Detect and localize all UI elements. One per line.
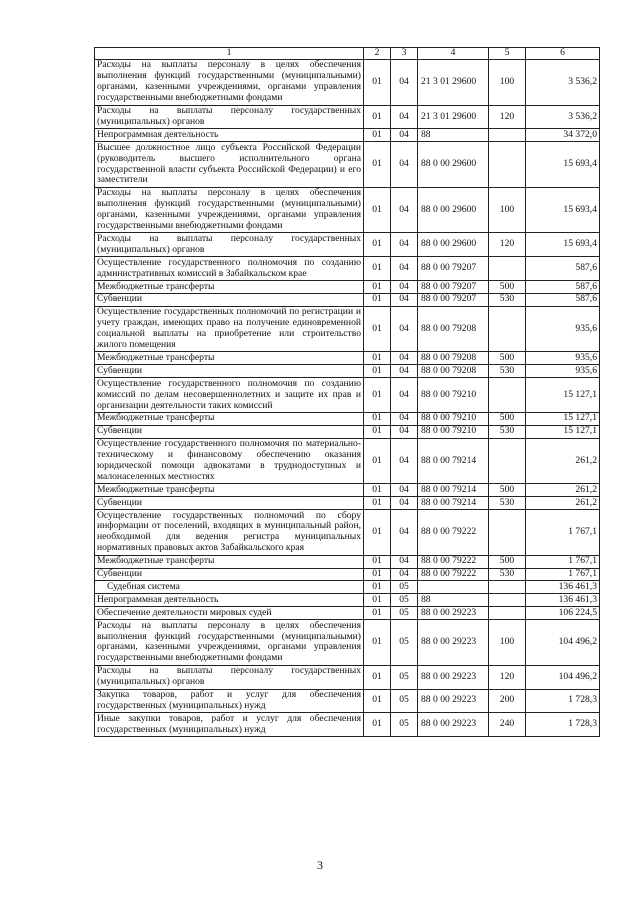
row-target-article: 88 0 00 79208 [418,352,489,365]
row-subsection: 04 [391,568,418,581]
row-section: 01 [364,281,391,294]
row-section: 01 [364,594,391,607]
row-amount: 587,6 [526,293,600,306]
row-amount: 1 767,1 [526,568,600,581]
row-subsection: 04 [391,484,418,497]
row-amount: 261,2 [526,497,600,510]
row-description: Субвенции [95,365,364,378]
row-amount: 15 127,1 [526,378,600,413]
row-section: 01 [364,233,391,257]
table-row [95,620,600,666]
row-target-article: 88 0 00 29223 [418,665,489,689]
row-section: 01 [364,555,391,568]
row-subsection: 04 [391,60,418,106]
row-amount: 34 372,0 [526,129,600,142]
table-row [95,510,600,556]
row-amount: 104 496,2 [526,665,600,689]
row-amount: 261,2 [526,438,600,484]
row-description: Субвенции [95,497,364,510]
row-target-article: 21 3 01 29600 [418,60,489,106]
table-row [95,293,600,306]
table-row [95,281,600,294]
row-expense-type: 100 [489,187,526,233]
row-amount: 15 693,4 [526,142,600,188]
row-subsection: 05 [391,620,418,666]
row-subsection: 04 [391,233,418,257]
table-row [95,233,600,257]
row-section: 01 [364,365,391,378]
row-amount: 15 127,1 [526,425,600,438]
row-description: Высшее должностное лицо субъекта Российской Федерации (руководитель высшего исполнительного органа государственной власти субъекта Российской Федерации) и его заместители [95,142,364,188]
row-amount: 136 461,3 [526,581,600,594]
row-expense-type: 530 [489,568,526,581]
table-row [95,257,600,281]
row-section: 01 [364,306,391,352]
row-description: Осуществление государственных полномочий по регистрации и учету граждан, имеющих право на получение единовременной социальной выплаты на приобретение или строительство жилого помещения [95,306,364,352]
row-subsection: 04 [391,281,418,294]
table-row [95,306,600,352]
row-target-article: 88 0 00 29223 [418,620,489,666]
row-section: 01 [364,665,391,689]
row-subsection: 04 [391,352,418,365]
row-section: 01 [364,129,391,142]
table-header-row [95,48,600,60]
row-section: 01 [364,142,391,188]
row-expense-type: 530 [489,497,526,510]
row-target-article: 88 0 00 79208 [418,365,489,378]
row-target-article: 88 0 00 29223 [418,689,489,713]
header-col-2: 2 [364,48,391,60]
row-section: 01 [364,568,391,581]
row-target-article: 88 0 00 29223 [418,607,489,620]
row-section: 01 [364,352,391,365]
row-subsection: 04 [391,425,418,438]
table-row [95,581,600,594]
row-expense-type [489,607,526,620]
row-target-article: 88 0 00 79207 [418,281,489,294]
row-description: Межбюджетные трансферты [95,281,364,294]
row-target-article: 88 0 00 29600 [418,233,489,257]
row-description: Непрограммная деятельность [95,129,364,142]
row-amount: 587,6 [526,257,600,281]
row-description: Межбюджетные трансферты [95,555,364,568]
row-description: Субвенции [95,568,364,581]
row-amount: 136 461,3 [526,594,600,607]
row-subsection: 05 [391,607,418,620]
row-description: Межбюджетные трансферты [95,484,364,497]
row-description: Межбюджетные трансферты [95,412,364,425]
row-target-article: 88 0 00 29600 [418,187,489,233]
table-row [95,568,600,581]
row-expense-type: 120 [489,105,526,129]
table-row [95,594,600,607]
row-amount: 587,6 [526,281,600,294]
row-description: Расходы на выплаты персоналу в целях обеспечения выполнения функций государственными (муниципальными) органами, казенными учреждениями, органами управления государственными внебюджетными фондами [95,60,364,106]
row-target-article: 88 [418,594,489,607]
row-target-article [418,581,489,594]
row-section: 01 [364,484,391,497]
row-subsection: 04 [391,438,418,484]
header-col-3: 3 [391,48,418,60]
row-section: 01 [364,620,391,666]
row-expense-type: 120 [489,665,526,689]
row-amount: 104 496,2 [526,620,600,666]
row-expense-type: 500 [489,555,526,568]
table-row [95,142,600,188]
row-expense-type: 530 [489,293,526,306]
row-expense-type [489,142,526,188]
budget-table [94,47,600,737]
row-expense-type: 530 [489,425,526,438]
table-row [95,378,600,413]
row-expense-type: 530 [489,365,526,378]
row-section: 01 [364,105,391,129]
row-description: Обеспечение деятельности мировых судей [95,607,364,620]
row-description: Расходы на выплаты персоналу в целях обеспечения выполнения функций государственными (муниципальными) органами, казенными учреждениями, органами управления государственными внебюджетными фондами [95,187,364,233]
header-col-1: 1 [95,48,364,60]
row-subsection: 05 [391,665,418,689]
row-subsection: 04 [391,142,418,188]
row-section: 01 [364,713,391,737]
row-subsection: 04 [391,306,418,352]
row-subsection: 04 [391,365,418,378]
row-description: Субвенции [95,425,364,438]
row-expense-type [489,306,526,352]
row-expense-type: 100 [489,60,526,106]
header-col-5: 5 [489,48,526,60]
row-subsection: 04 [391,129,418,142]
row-amount: 261,2 [526,484,600,497]
table-row [95,412,600,425]
row-subsection: 04 [391,510,418,556]
row-target-article: 88 0 00 79222 [418,555,489,568]
budget-table-body [95,48,600,737]
row-expense-type [489,378,526,413]
row-description: Расходы на выплаты персоналу в целях обеспечения выполнения функций государственными (муниципальными) органами, казенными учреждениями, органами управления государственными внебюджетными фондами [95,620,364,666]
row-section: 01 [364,293,391,306]
row-section: 01 [364,60,391,106]
row-section: 01 [364,378,391,413]
row-target-article: 88 0 00 79210 [418,378,489,413]
row-subsection: 04 [391,187,418,233]
table-row [95,425,600,438]
row-amount: 935,6 [526,352,600,365]
row-expense-type: 240 [489,713,526,737]
row-section: 01 [364,607,391,620]
row-expense-type: 500 [489,281,526,294]
row-subsection: 04 [391,497,418,510]
table-row [95,105,600,129]
table-row [95,497,600,510]
row-target-article: 88 0 00 79210 [418,412,489,425]
row-subsection: 04 [391,378,418,413]
row-target-article: 88 0 00 29223 [418,713,489,737]
row-subsection: 05 [391,594,418,607]
row-subsection: 05 [391,581,418,594]
page-number: 3 [317,858,323,872]
row-expense-type [489,257,526,281]
row-amount: 15 693,4 [526,233,600,257]
row-description: Закупка товаров, работ и услуг для обеспечения государственных (муниципальных) нужд [95,689,364,713]
row-amount: 1 728,3 [526,713,600,737]
row-description: Иные закупки товаров, работ и услуг для обеспечения государственных (муниципальных) нужд [95,713,364,737]
row-expense-type: 500 [489,484,526,497]
row-description: Осуществление государственного полномочия по материально-техническому и финансовому обеспечению оказания юридической помощи адвокатами в труднодоступных и малонаселенных местностях [95,438,364,484]
row-section: 01 [364,689,391,713]
row-target-article: 88 0 00 79208 [418,306,489,352]
row-expense-type [489,510,526,556]
row-description: Расходы на выплаты персоналу государственных (муниципальных) органов [95,665,364,689]
table-row [95,607,600,620]
row-target-article: 88 0 00 79214 [418,484,489,497]
row-subsection: 04 [391,257,418,281]
row-expense-type: 500 [489,352,526,365]
row-subsection: 04 [391,293,418,306]
row-target-article: 21 3 01 29600 [418,105,489,129]
table-row [95,484,600,497]
row-target-article: 88 0 00 79207 [418,293,489,306]
row-amount: 3 536,2 [526,105,600,129]
row-target-article: 88 [418,129,489,142]
row-expense-type: 200 [489,689,526,713]
table-row [95,555,600,568]
row-subsection: 05 [391,689,418,713]
row-amount: 15 693,4 [526,187,600,233]
row-amount: 3 536,2 [526,60,600,106]
row-description: Расходы на выплаты персоналу государственных (муниципальных) органов [95,233,364,257]
row-expense-type [489,594,526,607]
row-target-article: 88 0 00 79210 [418,425,489,438]
row-amount: 935,6 [526,306,600,352]
table-row [95,60,600,106]
row-subsection: 04 [391,555,418,568]
table-row [95,352,600,365]
row-section: 01 [364,187,391,233]
table-row [95,438,600,484]
row-target-article: 88 0 00 79214 [418,497,489,510]
row-amount: 106 224,5 [526,607,600,620]
row-section: 01 [364,438,391,484]
row-subsection: 04 [391,412,418,425]
table-row [95,129,600,142]
row-section: 01 [364,510,391,556]
table-row [95,689,600,713]
row-expense-type: 100 [489,620,526,666]
table-row [95,187,600,233]
row-description: Осуществление государственных полномочий по сбору информации от поселений, входящих в муниципальный район, необходимой для ведения регистра муниципальных нормативных правовых актов Забайкальского края [95,510,364,556]
row-description: Судебная система [95,581,364,594]
row-subsection: 05 [391,713,418,737]
row-expense-type [489,438,526,484]
row-section: 01 [364,257,391,281]
row-description: Осуществление государственного полномочия по созданию административных комиссий в Забайкальском крае [95,257,364,281]
row-amount: 1 767,1 [526,555,600,568]
row-description: Межбюджетные трансферты [95,352,364,365]
row-target-article: 88 0 00 79222 [418,568,489,581]
row-expense-type [489,129,526,142]
row-section: 01 [364,425,391,438]
table-row [95,365,600,378]
row-target-article: 88 0 00 79214 [418,438,489,484]
row-section: 01 [364,497,391,510]
row-amount: 15 127,1 [526,412,600,425]
row-expense-type [489,581,526,594]
row-description: Субвенции [95,293,364,306]
row-target-article: 88 0 00 29600 [418,142,489,188]
row-amount: 935,6 [526,365,600,378]
header-col-6: 6 [526,48,600,60]
row-amount: 1 728,3 [526,689,600,713]
row-expense-type: 500 [489,412,526,425]
row-expense-type: 120 [489,233,526,257]
row-description: Осуществление государственного полномочия по созданию комиссий по делам несовершеннолетних и защите их прав и организации деятельности таких комиссий [95,378,364,413]
row-subsection: 04 [391,105,418,129]
table-row [95,713,600,737]
row-description: Расходы на выплаты персоналу государственных (муниципальных) органов [95,105,364,129]
header-col-4: 4 [418,48,489,60]
row-target-article: 88 0 00 79222 [418,510,489,556]
row-section: 01 [364,412,391,425]
row-description: Непрограммная деятельность [95,594,364,607]
row-target-article: 88 0 00 79207 [418,257,489,281]
row-section: 01 [364,581,391,594]
row-amount: 1 767,1 [526,510,600,556]
table-row [95,665,600,689]
